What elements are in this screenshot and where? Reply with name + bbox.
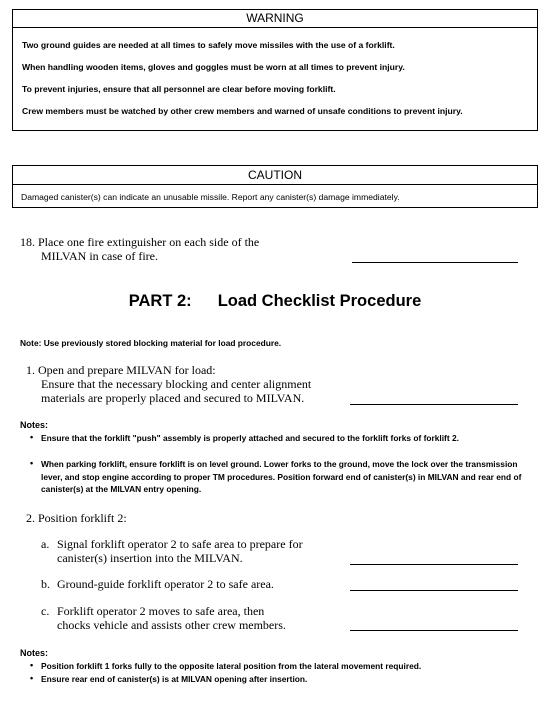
step-2c-line-1: Forklift operator 2 moves to safe area, then <box>57 604 265 618</box>
step-1-line-1: 1. Open and prepare MILVAN for load: <box>26 363 216 377</box>
notes-2-bullet-2: • <box>30 673 34 683</box>
step-2b-line-1: Ground-guide forklift operator 2 to safe area. <box>57 577 274 591</box>
signoff-line-step-18 <box>352 262 518 263</box>
step-2c-line-2: chocks vehicle and assists other crew members. <box>57 618 286 632</box>
warning-item-3: To prevent injuries, ensure that all personnel are clear before moving forklift. <box>22 84 336 94</box>
notes-1-item-2: When parking forklift, ensure forklift is on level ground. Lower forks to the ground, move the lock over the transmission lever, and stop engine according to proper TM procedures. Position forward end of canister(s) in MILVAN and rear end of canister(s) at the MILVAN entry opening. <box>41 459 522 494</box>
notes-1-bullet-1: • <box>30 432 34 442</box>
step-18-line-1: 18. Place one fire extinguisher on each side of the <box>20 235 260 249</box>
step-2-heading: 2. Position forklift 2: <box>26 511 127 525</box>
notes-2-bullet-1: • <box>30 660 34 670</box>
notes-1-item-1: Ensure that the forklift "push" assembly is properly attached and secured to the forklift forks of forklift 2. <box>41 433 459 443</box>
step-1-line-2: Ensure that the necessary blocking and center alignment <box>41 377 312 391</box>
caution-text: Damaged canister(s) can indicate an unusable missile. Report any canister(s) damage immediately. <box>21 192 400 202</box>
part-title: Load Checklist Procedure <box>217 292 422 310</box>
part-label: PART 2: <box>128 292 192 310</box>
part-heading <box>0 292 550 311</box>
step-2c-label: c. <box>41 604 50 618</box>
signoff-line-step-1 <box>350 404 518 405</box>
warning-title: WARNING <box>13 12 537 28</box>
warning-item-1: Two ground guides are needed at all times to safely move missiles with the use of a forklift. <box>22 40 395 50</box>
warning-box <box>12 9 538 131</box>
notes-2-item-1: Position forklift 1 forks fully to the opposite lateral position from the lateral movement required. <box>41 661 422 671</box>
caution-title: CAUTION <box>13 168 537 185</box>
notes-2-item-2: Ensure rear end of canister(s) is at MILVAN opening after insertion. <box>41 674 308 684</box>
step-2b-label: b. <box>41 577 50 591</box>
caution-box <box>12 165 538 208</box>
note-blocking-material: Note: Use previously stored blocking material for load procedure. <box>20 338 282 348</box>
notes-1-bullet-2: • <box>30 458 34 468</box>
step-1-line-3: materials are properly placed and secured to MILVAN. <box>41 391 305 405</box>
notes-heading-2: Notes: <box>20 648 49 658</box>
signoff-line-step-2c <box>350 630 518 631</box>
step-2a-label: a. <box>41 537 50 551</box>
signoff-line-step-2b <box>350 590 518 591</box>
warning-item-4: Crew members must be watched by other crew members and warned of unsafe conditions to prevent injury. <box>22 106 463 116</box>
warning-item-2: When handling wooden items, gloves and goggles must be worn at all times to prevent injury. <box>22 62 405 72</box>
step-2a-line-2: canister(s) insertion into the MILVAN. <box>57 551 243 565</box>
signoff-line-step-2a <box>350 564 518 565</box>
step-18-line-2: MILVAN in case of fire. <box>41 249 158 263</box>
step-2a-line-1: Signal forklift operator 2 to safe area to prepare for <box>57 537 303 551</box>
notes-heading-1: Notes: <box>20 420 49 430</box>
